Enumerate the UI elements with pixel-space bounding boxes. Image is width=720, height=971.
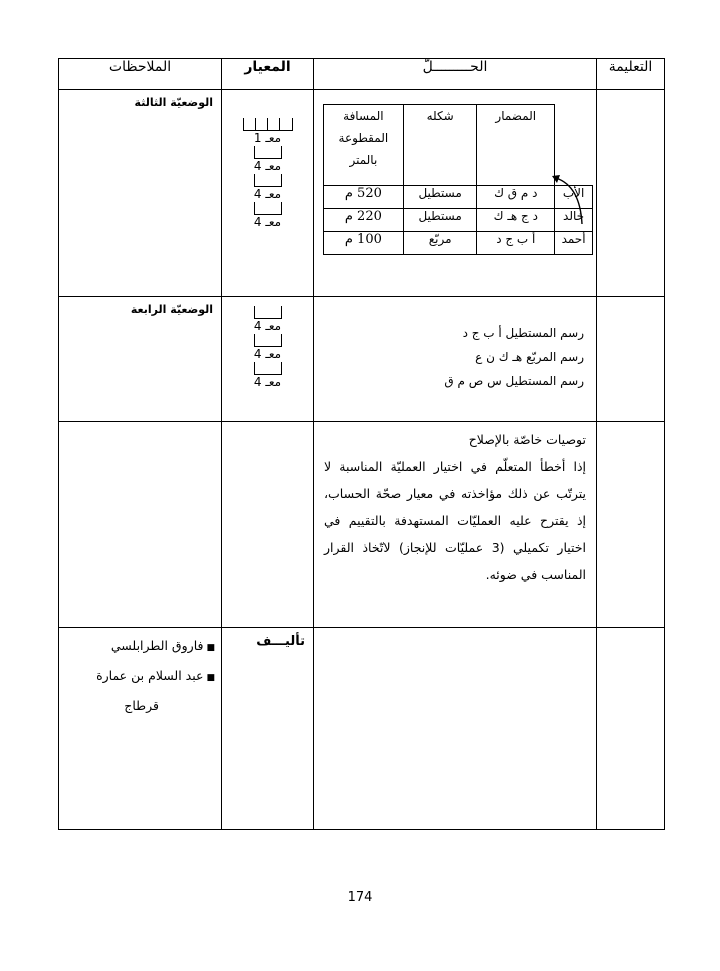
- construction-line: رسم المستطيل س ص م ق: [444, 374, 584, 388]
- header-notes: الملاحظات: [59, 59, 222, 90]
- author-item: ■عبد السلام بن عمارة: [96, 668, 215, 683]
- page-number: 174: [347, 890, 373, 905]
- score-box: [254, 362, 282, 375]
- situation4-row: [59, 297, 665, 422]
- th-shape: شكله: [403, 105, 477, 186]
- situation3-row: [59, 90, 665, 297]
- criterion-cell: [222, 90, 314, 297]
- author-item: ■فاروق الطرابلسي: [110, 638, 215, 653]
- instruction-cell: [597, 628, 665, 830]
- situation-label: الوضعيّة الثالثة: [134, 96, 213, 109]
- notes-cell: [59, 297, 222, 422]
- th-distance: المسافة المقطوعة بالمتر: [324, 105, 404, 186]
- recommendations-title: توصيات خاصّة بالإصلاح: [468, 432, 586, 447]
- header-solution: الحـــــــــلّ: [314, 59, 597, 90]
- bullet-icon: ■: [206, 643, 215, 653]
- criterion-cell: [222, 422, 314, 628]
- instruction-cell: [597, 422, 665, 628]
- th-enclosure: المضمار: [477, 105, 555, 186]
- instruction-cell: [597, 297, 665, 422]
- criterion-mark: معـ 4: [253, 159, 282, 173]
- notes-cell: [59, 422, 222, 628]
- bullet-icon: ■: [206, 673, 215, 683]
- score-box: [254, 306, 282, 319]
- authorship-title: تأليـــف: [256, 634, 305, 649]
- solution-cell: [314, 297, 597, 422]
- criterion-cell: [222, 628, 314, 830]
- score-box: [243, 118, 293, 131]
- table-row: الأب د م ق ك مستطيل 520 م: [324, 186, 593, 209]
- score-box: [254, 334, 282, 347]
- recommendations-row: [59, 422, 665, 628]
- criterion-mark: معـ 1: [253, 131, 282, 145]
- criterion-mark: معـ 4: [253, 215, 282, 229]
- table-row: أحمد أ ب ج د مربّع 100 م: [324, 232, 593, 255]
- authorship-row: [59, 628, 665, 830]
- solution-cell: [314, 90, 597, 297]
- score-box: [254, 174, 282, 187]
- header-instruction: التعليمة: [597, 59, 665, 90]
- table-row: خالد د ج هـ ك مستطيل 220 م: [324, 209, 593, 232]
- recommendations-body: إذا أخطأ المتعلّم في اختيار العمليّة المناسبة لا يترتّب عن ذلك مؤاخذته في معيار صحّة الحساب، إذ يقترح عليه العمليّات المستهدفة بالتقييم في اختيار تكميلي (3 عمليّات للإنجاز) لاتّخاذ القرار المناسب في ضوئه.: [324, 459, 586, 582]
- construction-line: رسم المستطيل أ ب ج د: [462, 326, 584, 340]
- header-row: [59, 59, 665, 90]
- criterion-cell: [222, 297, 314, 422]
- score-box: [254, 146, 282, 159]
- criterion-mark: معـ 4: [253, 319, 282, 333]
- criterion-mark: معـ 4: [253, 347, 282, 361]
- curved-arrow-icon: [550, 172, 590, 228]
- score-box: [254, 202, 282, 215]
- notes-cell: [59, 90, 222, 297]
- construction-line: رسم المربّع هـ ك ن ع: [475, 350, 584, 364]
- criterion-mark: معـ 4: [253, 375, 282, 389]
- instruction-cell: [597, 90, 665, 297]
- situation-label: الوضعيّة الرابعة: [130, 303, 213, 316]
- place: قرطاج: [124, 698, 159, 713]
- solution-cell: [314, 422, 597, 628]
- notes-cell: [59, 628, 222, 830]
- criterion-mark: معـ 4: [253, 187, 282, 201]
- evaluation-table: [58, 58, 665, 830]
- header-criterion: المعيار: [222, 59, 314, 90]
- solution-cell: [314, 628, 597, 830]
